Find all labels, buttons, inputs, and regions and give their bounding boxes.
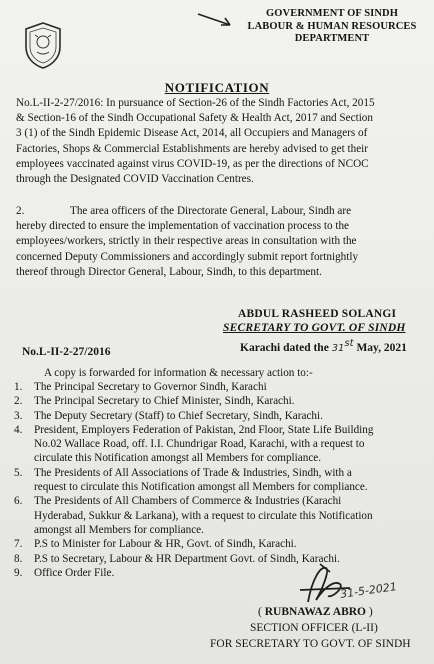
- officer-for-line: FOR SECRETARY TO GOVT. OF SINDH: [210, 638, 411, 650]
- list-item-text: The Principal Secretary to Governor Sindh, Karachi: [34, 381, 267, 393]
- paragraph-2-line: employees/workers, strictly in their respective areas in consultation with the: [16, 235, 357, 248]
- list-item-number: 8.: [14, 552, 23, 565]
- dated-prefix: Karachi dated the: [240, 341, 329, 354]
- list-item: [14, 380, 434, 394]
- paragraph-1-line: & Section-16 of the Sindh Occupational Safety & Health Act, 2017 and Section: [16, 112, 373, 125]
- list-item-text: The Deputy Secretary (Staff) to Chief Secretary, Sindh, Karachi.: [34, 409, 323, 422]
- signatory-name: ABDUL RASHEED SOLANGI: [238, 308, 397, 320]
- paragraph-1-line: 3 (1) of the Sindh Epidemic Disease Act, 2014, all Occupiers and Managers of: [16, 127, 368, 140]
- signatory-title: SECRETARY TO GOVT. OF SINDH: [223, 322, 406, 334]
- list-item-text: P.S to Minister for Labour & HR, Govt. of Sindh, Karachi.: [34, 538, 297, 551]
- list-item-text: No.02 Wallace Road, off. I.I. Chundrigar Road, Karachi, with a request to: [34, 438, 365, 451]
- paragraph-1-line: No.L-II-2-27/2016: In pursuance of Section-26 of the Sindh Factories Act, 2015: [16, 97, 375, 109]
- arrow-icon: [196, 10, 236, 30]
- header-line-2: LABOUR & HUMAN RESOURCES: [247, 20, 417, 32]
- date-month-year: May, 2021: [356, 341, 407, 354]
- date-day: 31: [331, 342, 345, 354]
- header-line-3: DEPARTMENT: [294, 33, 370, 44]
- officer-paren-open: (: [258, 606, 265, 618]
- date-day-suffix: st: [344, 338, 354, 349]
- list-item-number: 5.: [14, 466, 23, 479]
- list-item: [14, 537, 434, 551]
- paragraph-1-line: through the Designated COVID Vaccination Centres.: [16, 173, 254, 186]
- officer-name: RUBNAWAZ ABRO: [264, 606, 367, 618]
- officer-title: SECTION OFFICER (L-II): [250, 622, 378, 634]
- notification-title: NOTIFICATION: [164, 80, 270, 95]
- list-item-text: P.S to Secretary, Labour & HR Department Govt. of Sindh, Karachi.: [34, 552, 340, 565]
- paragraph-1: [16, 96, 430, 187]
- list-item-text: The Presidents of All Associations of Trade & Industries, Sindh, with a: [34, 466, 352, 479]
- dated-line: [240, 338, 407, 354]
- officer-name-line: [258, 606, 373, 618]
- reference-number: No.L-II-2-27/2016: [22, 346, 111, 358]
- list-item-text: The Principal Secretary to Chief Minister, Sindh, Karachi.: [34, 395, 295, 408]
- list-item: [14, 423, 434, 466]
- officer-paren-close: ): [366, 606, 373, 618]
- list-item-number: 7.: [14, 538, 23, 551]
- list-item: [14, 466, 434, 495]
- paragraph-1-line: Factories, Shops & Commercial Establishments are hereby advised to get their: [16, 142, 369, 155]
- list-item-number: 1.: [14, 381, 23, 393]
- header-line-1: GOVERNMENT OF SINDH: [266, 8, 398, 19]
- paragraph-2-line: hereby directed to ensure the implementation of vaccination process to the: [16, 220, 350, 233]
- list-item-text: circulate this Notification amongst all Members for compliance.: [34, 452, 322, 465]
- list-item-text: amongst all Members for compliance.: [34, 523, 204, 536]
- list-item-number: 2.: [14, 395, 23, 408]
- list-item: [14, 409, 434, 423]
- list-item-number: 6.: [14, 495, 23, 508]
- list-item-text: request to circulate this Notification amongst all Members for compliance.: [34, 481, 368, 494]
- list-item-text: The Presidents of All Chambers of Commerce & Industries (Karachi: [34, 495, 342, 508]
- list-item-number: 9.: [14, 566, 23, 579]
- paragraph-2: [16, 204, 430, 280]
- list-item-text: Hyderabad, Sukkur & Larkana), with a request to circulate this Notification: [34, 509, 373, 522]
- list-item-number: 4.: [14, 423, 23, 436]
- list-item-text: Office Order File.: [34, 566, 115, 579]
- paragraph-2-number: 2.: [16, 205, 25, 217]
- paragraph-2-line: concerned Deputy Commissioners and accordingly submit report fortnightly: [16, 250, 359, 263]
- paragraph-2-first-line: [16, 204, 430, 219]
- copy-forward-intro: A copy is forwarded for information & necessary action to:-: [44, 367, 313, 379]
- sindh-government-seal-icon: [20, 20, 66, 70]
- list-item: [14, 394, 434, 408]
- list-item-text: President, Employers Federation of Pakistan, 2nd Floor, State Life Building: [34, 423, 374, 436]
- government-header: [234, 8, 430, 46]
- paragraph-2-line: The area officers of the Directorate General, Labour, Sindh are: [70, 205, 352, 217]
- copy-list: [14, 380, 434, 580]
- paragraph-2-line: thereof through Director General, Labour, Sindh, to this department.: [16, 265, 322, 278]
- list-item-number: 3.: [14, 409, 23, 422]
- list-item: [14, 494, 434, 537]
- handwritten-date: 31-5-2021: [339, 580, 398, 601]
- paragraph-1-line: employees vaccinated against virus COVID-19, as per the directions of NCOC: [16, 157, 369, 170]
